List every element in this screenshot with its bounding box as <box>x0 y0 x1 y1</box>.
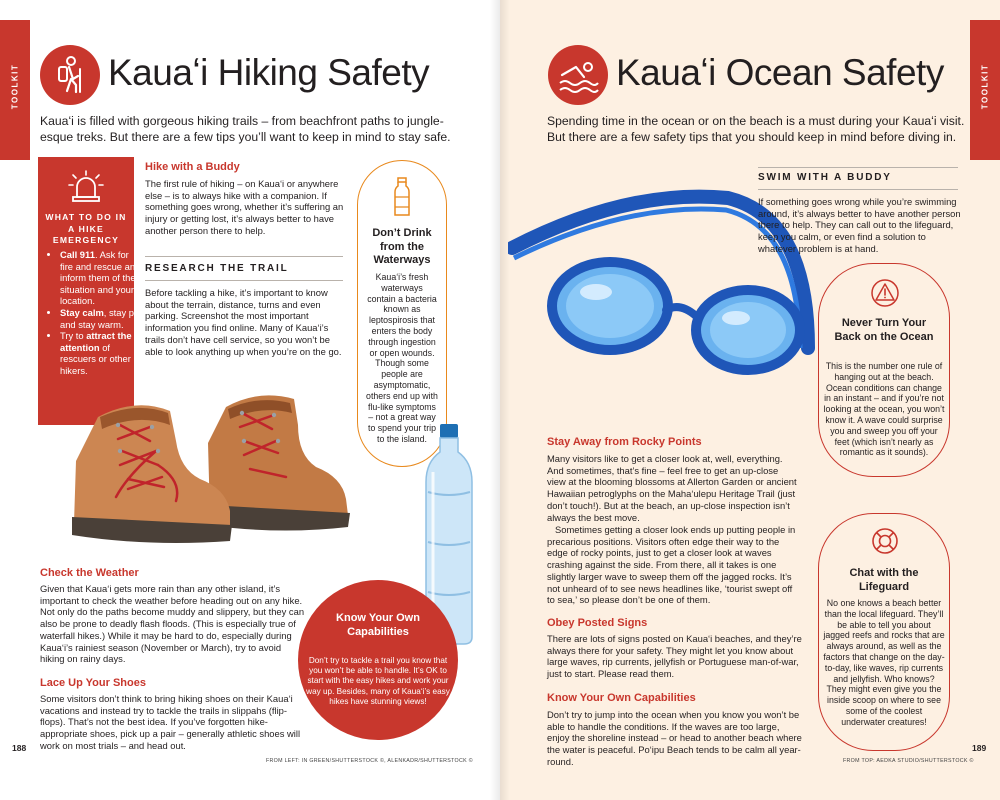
emergency-item <box>60 330 142 376</box>
emergency-item-text: , stay put and stay warm. <box>60 306 142 330</box>
hiking-boots-photo <box>58 385 358 550</box>
intro-text: Spending time in the ocean or on the beach is a must during your Kauaʻi visit. But there are a few safety tips that you should keep in mind before diving in. <box>547 114 965 144</box>
divider <box>145 280 343 281</box>
lifeguard-text: No one knows a beach better than the local lifeguard. They’ll be able to tell you about jagged reefs and rocks that are always around, as well as the factors that change on the day-to-day, like waves, rip currents and jellyfish. Who knows? They might even give you the inside scoop on where to see some of the coolest underwater creatures! <box>823 598 945 727</box>
research-text: Before tackling a hike, it’s important to know about the terrain, distance, turns and even parking. Screenshot the most important information you find online. Many of Kauaʻi’s trails don’t have cell service, so you won’t be able to look anything up when you’re on the go. <box>145 287 342 357</box>
capabilities-text: Don’t try to tackle a trail you know that you won’t be able to handle. It’s OK to start with the easy hikes and work your way up. Besides, many of Kauaʻi’s easy hikes have stunning views! <box>306 656 450 706</box>
photo-credit: FROM TOP: AEDKA STUDIO/SHUTTERSTOCK © <box>843 758 974 764</box>
side-tab-label: TOOLKIT <box>980 63 990 110</box>
side-tab-label: TOOLKIT <box>10 63 20 110</box>
emergency-item-text: Try to <box>60 330 87 342</box>
shoes-heading: Lace Up Your Shoes <box>40 677 146 689</box>
side-tab <box>0 20 30 160</box>
swim-buddy-text: If something goes wrong while you’re swimming around, it’s always better to have another person there to help. They can call out to the lifeguard, keep you calm, or even find a solution to whatever problem is at hand. <box>758 196 961 254</box>
water-bottle-icon <box>394 177 410 222</box>
intro-text: Kauaʻi is filled with gorgeous hiking trails – from beachfront paths to jungle-esque treks. But there are a few tips you’ll want to keep in mind to stay safe. <box>40 114 451 144</box>
lifebuoy-icon <box>871 527 899 560</box>
water-heading: Don’t Drink from the Waterways <box>372 227 432 266</box>
emergency-list <box>48 249 142 377</box>
water-text: Kauaʻi’s fresh waterways contain a bacteria known as leptospirosis that enters the body through ingestion or open wounds. Though some people are asymptomatic, others end up with flu-like symptoms – not a great way to spend your trip to the island. <box>366 272 438 444</box>
research-heading: RESEARCH THE TRAIL <box>145 263 289 274</box>
capabilities-heading: Know Your Own Capabilities <box>336 612 420 638</box>
warning-icon <box>871 278 899 313</box>
emergency-item-text: of rescuers or other hikers. <box>60 341 131 376</box>
capabilities-callout <box>298 580 458 740</box>
page-number: 189 <box>972 743 987 753</box>
rocky-heading: Stay Away from Rocky Points <box>547 436 702 448</box>
divider <box>145 256 343 257</box>
rocky-text-1: Many visitors like to get a closer look at, well, everything. And sometimes, that’s fine – feel free to get an up-close view at the blooming blossoms at Allerton Garden or ancient Hawaiian petroglyphs on the Mahaʻulepu Heritage Trail (just don’t touch!). But at the beach, an up-close inspection isn’t always the best move. <box>547 453 797 523</box>
rocky-text-2: Sometimes getting a closer look ends up putting people in precarious positions. Visitors often edge their way to the edge of rocky points, just to get a closer look at waves crashing against the side. From there, all it takes is one slightly larger wave to sweep them off the jagged rocks. It’s not unheard of to see news headlines like, ‘tourist swept off to sea,’ so please don’t be one of them. <box>547 524 796 606</box>
buddy-text: The first rule of hiking – on Kauaʻi or anywhere else – is to always hike with a companion. If something goes wrong, whether it’s suffering an injury or getting lost, it’s always better to have another person there to help. <box>145 178 344 236</box>
never-turn-heading: Never Turn Your Back on the Ocean <box>834 317 934 343</box>
photo-credit: FROM LEFT: IN GREEN/SHUTTERSTOCK ©, ALENKADR/SHUTTERSTOCK © <box>266 758 473 764</box>
divider <box>758 189 958 190</box>
signs-text: There are lots of signs posted on Kauaʻi beaches, and they’re always there for your safety. They might let you know about large waves, rip currents, jellyfish or Portuguese man-of-war, just to start. Please read them. <box>547 633 802 680</box>
page-title: Kauaʻi Hiking Safety <box>108 52 430 93</box>
buddy-heading: Hike with a Buddy <box>145 161 240 173</box>
emergency-item <box>60 249 142 307</box>
hiker-icon <box>40 45 100 105</box>
swimmer-icon <box>548 45 608 105</box>
emergency-item-bold: Stay calm <box>60 306 104 318</box>
side-tab <box>970 20 1000 160</box>
emergency-item <box>60 307 142 330</box>
weather-text: Given that Kauaʻi gets more rain than any other island, it’s important to check the weather before heading out on any hike. Not only do the paths become muddy and slippery, but they can also be prone to deadly flash floods. (This is especially true of waterfall hikes.) While it may be hard to do, especially during Kauaʻi’s rainiest season (November or March), try to avoid hiking on rainy days. <box>40 583 305 665</box>
shoes-text: Some visitors don’t think to bring hiking shoes on their Kauaʻi vacations and instead try to tackle the trails in slippahs (flip-flops). That’s not the best idea. If you’ve forgotten hike-appropriate shoes, pick up a pair – generally athletic shoes will work on most trials – and head out. <box>40 693 301 751</box>
water-callout <box>357 160 447 467</box>
right-page <box>500 0 1000 800</box>
never-turn-callout <box>818 263 950 477</box>
lifeguard-callout <box>818 513 950 751</box>
signs-heading: Obey Posted Signs <box>547 617 648 629</box>
siren-icon <box>68 169 104 208</box>
divider <box>758 167 958 168</box>
own-capabilities-heading: Know Your Own Capabilities <box>547 692 696 704</box>
emergency-heading: WHAT TO DO IN A HIKE EMERGENCY <box>45 212 127 245</box>
page-number: 188 <box>12 743 27 753</box>
emergency-item-bold: Call 911 <box>60 249 95 260</box>
lifeguard-heading: Chat with the Lifeguard <box>849 567 919 593</box>
book-gutter <box>490 0 510 800</box>
own-capabilities-text: Don’t try to jump into the ocean when you know you won’t be able to handle the conditions. If the waves are too large, enjoy the shoreline instead – or head to another beach where the water is peaceful. Poʻipu Beach tends to be calm all year-round. <box>547 709 802 767</box>
emergency-item-bold: attract the attention <box>60 330 132 353</box>
weather-heading: Check the Weather <box>40 567 139 579</box>
page-title: Kauaʻi Ocean Safety <box>616 52 944 93</box>
swim-buddy-heading: SWIM WITH A BUDDY <box>758 172 892 183</box>
emergency-item-text: . Ask for fire and rescue and inform them of the situation and your location. <box>60 249 141 307</box>
never-turn-text: This is the number one rule of hanging out at the beach. Ocean conditions can change in an instant – and if you’re not looking at the ocean, you won’t know it. A wave could surprise you and sweep you off your feet (which isn’t nearly as romantic as it sounds). <box>823 361 945 458</box>
